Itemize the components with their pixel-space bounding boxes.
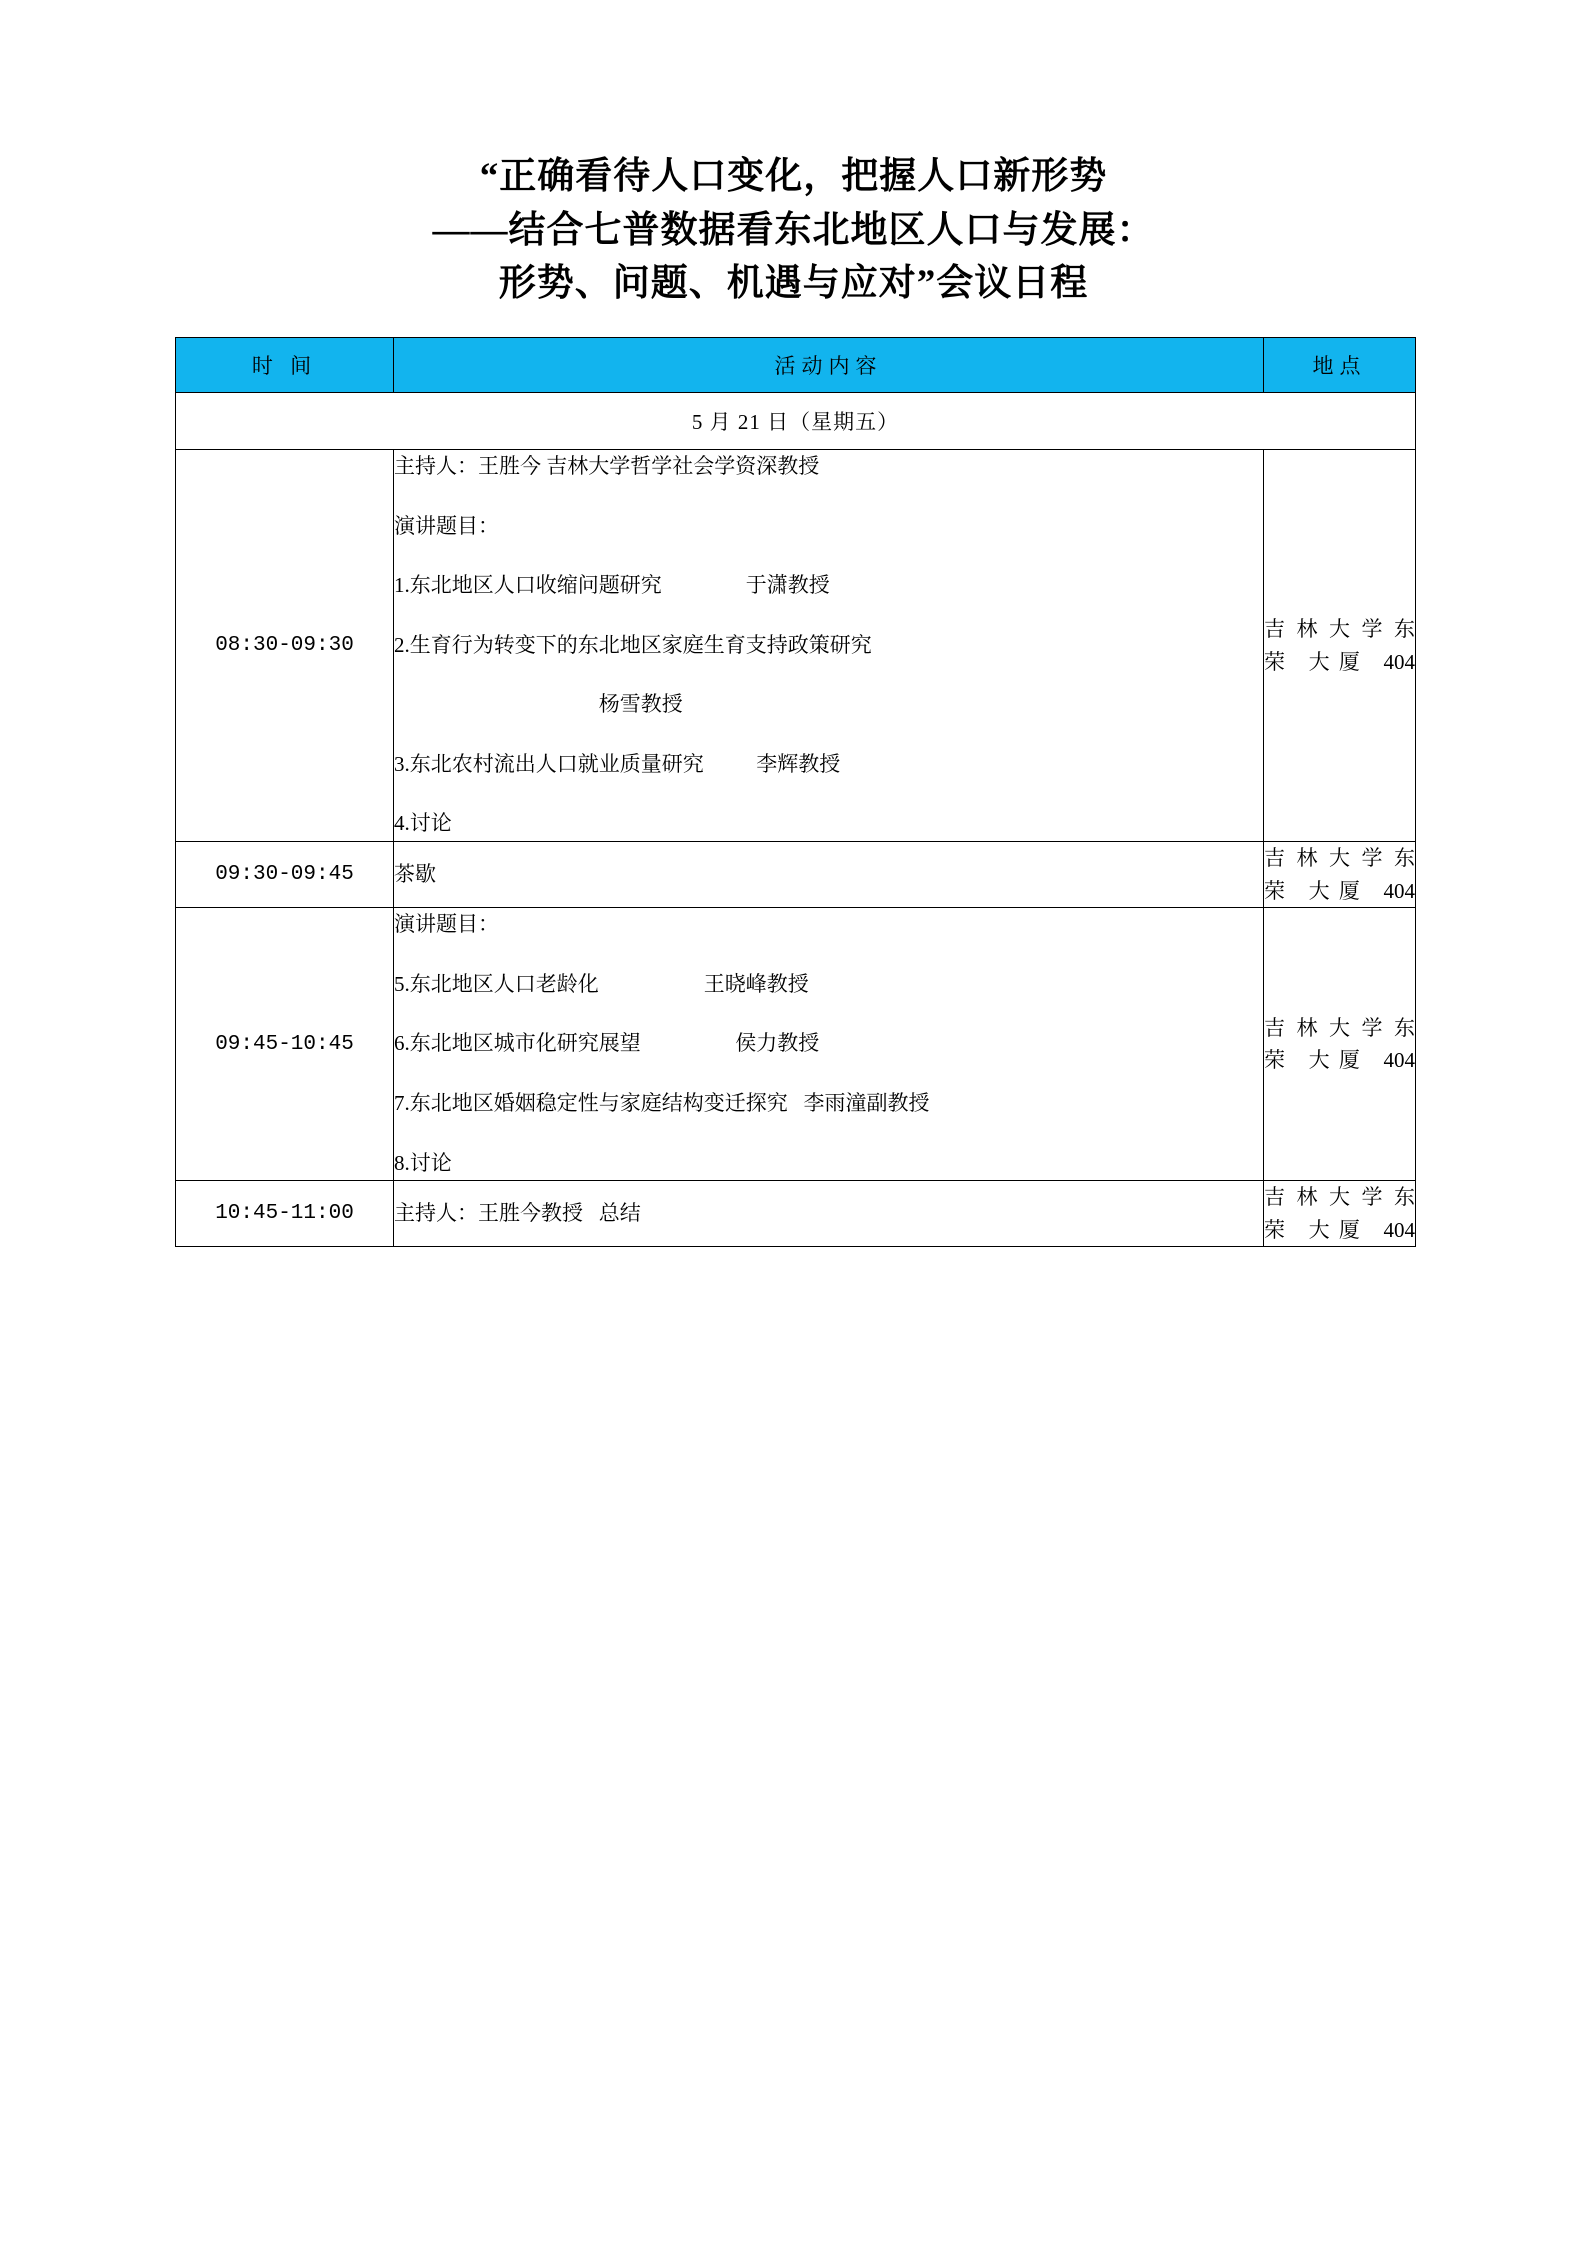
- content-line: 主持人：王胜今 吉林大学哲学社会学资深教授: [394, 453, 820, 478]
- header-time: 时 间: [176, 337, 394, 392]
- table-row: [176, 449, 1416, 841]
- row-time: 09:45-10:45: [176, 908, 394, 1181]
- content-line: 1.东北地区人口收缩问题研究 于潇教授: [394, 573, 830, 598]
- row-content: [394, 449, 1264, 841]
- row-place: 吉 林 大 学 东 荣 大厦 404: [1264, 908, 1416, 1181]
- content-line: 2.生育行为转变下的东北地区家庭生育支持政策研究: [394, 632, 872, 657]
- header-place: 地点: [1264, 337, 1416, 392]
- content-line: 6.东北地区城市化研究展望 侯力教授: [394, 1031, 820, 1056]
- page-title: [175, 150, 1412, 311]
- row-time: 09:30-09:45: [176, 842, 394, 908]
- agenda-table: [175, 337, 1416, 1247]
- day-label: 5 月 21 日（星期五）: [176, 392, 1416, 449]
- content-line: 4.讨论: [394, 811, 452, 836]
- row-content: [394, 842, 1264, 908]
- title-line-1: “正确看待人口变化，把握人口新形势: [479, 156, 1108, 197]
- row-place: 吉 林 大 学 东 荣 大厦 404: [1264, 1181, 1416, 1247]
- table-row: [176, 842, 1416, 908]
- table-row: [176, 1181, 1416, 1247]
- header-content: 活动内容: [394, 337, 1264, 392]
- content-line: 7.东北地区婚姻稳定性与家庭结构变迁探究 李雨潼副教授: [394, 1090, 930, 1115]
- day-divider-row: [176, 392, 1416, 449]
- row-time: 08:30-09:30: [176, 449, 394, 841]
- content-line: 8.讨论: [394, 1150, 452, 1175]
- content-line: 演讲题目：: [394, 513, 499, 538]
- content-line: 3.东北农村流出人口就业质量研究 李辉教授: [394, 751, 841, 776]
- content-line: 主持人：王胜今教授 总结: [394, 1200, 641, 1225]
- content-line: 演讲题目：: [394, 912, 499, 937]
- title-line-3: 形势、问题、机遇与应对”会议日程: [498, 263, 1089, 305]
- row-content: [394, 908, 1264, 1181]
- content-line: 5.东北地区人口老龄化 王晓峰教授: [394, 971, 809, 996]
- content-line: 杨雪教授: [394, 692, 683, 717]
- row-place: 吉 林 大 学 东 荣 大厦 404: [1264, 449, 1416, 841]
- row-place: 吉 林 大 学 东 荣 大厦 404: [1264, 842, 1416, 908]
- row-time: 10:45-11:00: [176, 1181, 394, 1247]
- table-header-row: [176, 337, 1416, 392]
- row-content: [394, 1181, 1264, 1247]
- content-line: 茶歇: [394, 861, 436, 886]
- table-row: [176, 908, 1416, 1181]
- title-line-2: ——结合七普数据看东北地区人口与发展：: [432, 209, 1155, 251]
